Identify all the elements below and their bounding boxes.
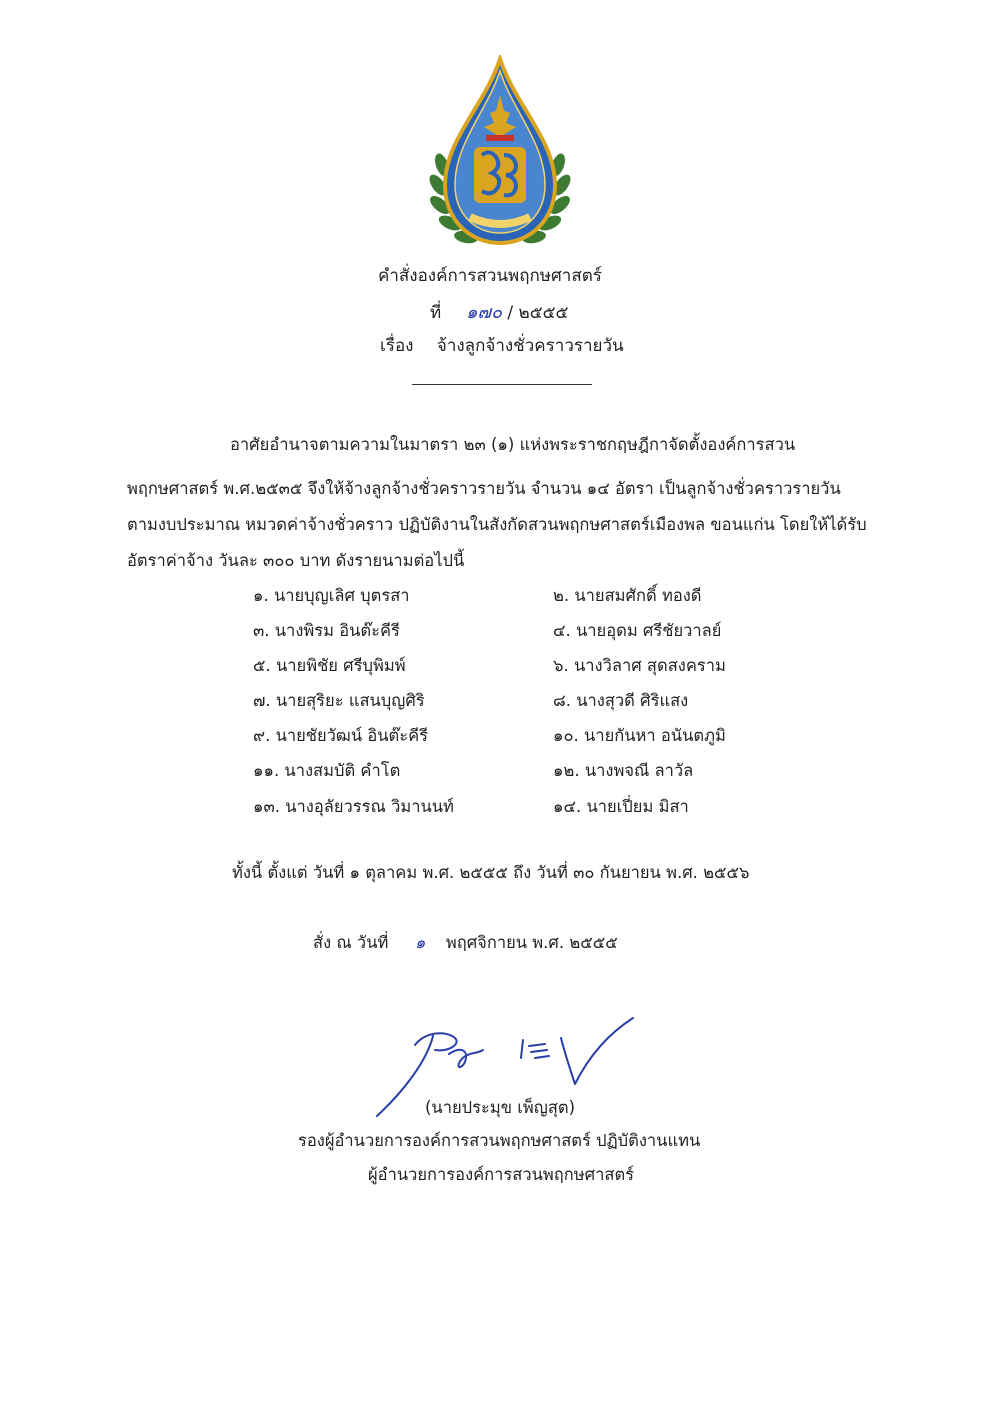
employee-name-3: ๓. นางพิรม อินต๊ะคีรี [253,621,400,640]
signer-title-2: ผู้อำนวยการองค์การสวนพฤกษศาสตร์ [368,1165,635,1184]
order-title: คำสั่งองค์การสวนพฤกษศาสตร์ [378,266,602,286]
employee-name-9: ๙. นายชัยวัฒน์ อินต๊ะคีรี [253,726,429,745]
body-line-1: อาศัยอำนาจตามความในมาตรา ๒๓ (๑) แห่งพระราชกฤษฎีกาจัดตั้งองค์การสวน [230,435,796,454]
employee-name-14: ๑๔. นายเปี่ยม มิสา [553,797,689,816]
body-line-4: อัตราค่าจ้าง วันละ ๓๐๐ บาท ดังรายนามต่อไปนี้ [127,551,465,570]
body-line-3: ตามงบประมาณ หมวดค่าจ้างชั่วคราว ปฏิบัติงานในสังกัดสวนพฤกษศาสตร์เมืองพล ขอนแก่น โดยให้ได้รับ [127,515,867,534]
employee-name-5: ๕. นายพิชัย ศรีบุพิมพ์ [253,656,406,675]
order-number-line [430,297,568,326]
subject-label: เรื่อง [380,336,414,356]
header-divider [412,384,592,385]
employee-name-13: ๑๓. นางอุลัยวรรณ วิมานนท์ [253,797,454,816]
issued-date-line [313,930,618,956]
employee-name-8: ๘. นางสุวดี ศิริแสง [553,691,689,710]
employee-name-4: ๔. นายอุดม ศรีชัยวาลย์ [553,621,722,640]
employee-name-12: ๑๒. นางพจณี ลาวัล [553,761,694,780]
order-subject-line [380,332,624,359]
employee-name-10: ๑๐. นายกันหา อนันตภูมิ [553,726,726,745]
employee-name-2: ๒. นายสมศักดิ์ ทองดี [553,586,702,605]
body-line-2: พฤกษศาสตร์ พ.ศ.๒๕๓๕ จึงให้จ้างลูกจ้างชั่วคราวรายวัน จำนวน ๑๔ อัตรา เป็นลูกจ้างชั่วคราวรายวัน [127,479,841,498]
employee-name-6: ๖. นางวิลาศ สุดสงคราม [553,656,726,675]
employment-period: ทั้งนี้ ตั้งแต่ วันที่ ๑ ตุลาคม พ.ศ. ๒๕๕๕ ถึง วันที่ ๓๐ กันยายน พ.ศ. ๒๕๕๖ [232,863,750,882]
order-number-value: ๑๗๐ [466,302,502,323]
signer-title-1: รองผู้อำนวยการองค์การสวนพฤกษศาสตร์ ปฏิบัติงานแทน [298,1131,701,1150]
employee-name-1: ๑. นายบุญเลิศ บุตรสา [253,586,410,605]
signer-name: (นายประมุข เพ็ญสุต) [425,1098,576,1117]
issued-date-prefix: สั่ง ณ วันที่ [313,933,389,952]
employee-name-7: ๗. นายสุริยะ แสนบุญศิริ [253,691,425,710]
employee-name-11: ๑๑. นางสมบัติ คำโต [253,761,401,780]
issued-date-day: ๑ [414,933,426,952]
organization-emblem-icon [420,55,580,255]
subject-text: จ้างลูกจ้างชั่วคราวรายวัน [436,336,624,356]
issued-date-rest: พฤศจิกายน พ.ศ. ๒๕๕๕ [445,933,618,952]
order-number-label: ที่ [430,303,442,323]
order-number-year: / ๒๕๕๕ [507,303,569,323]
